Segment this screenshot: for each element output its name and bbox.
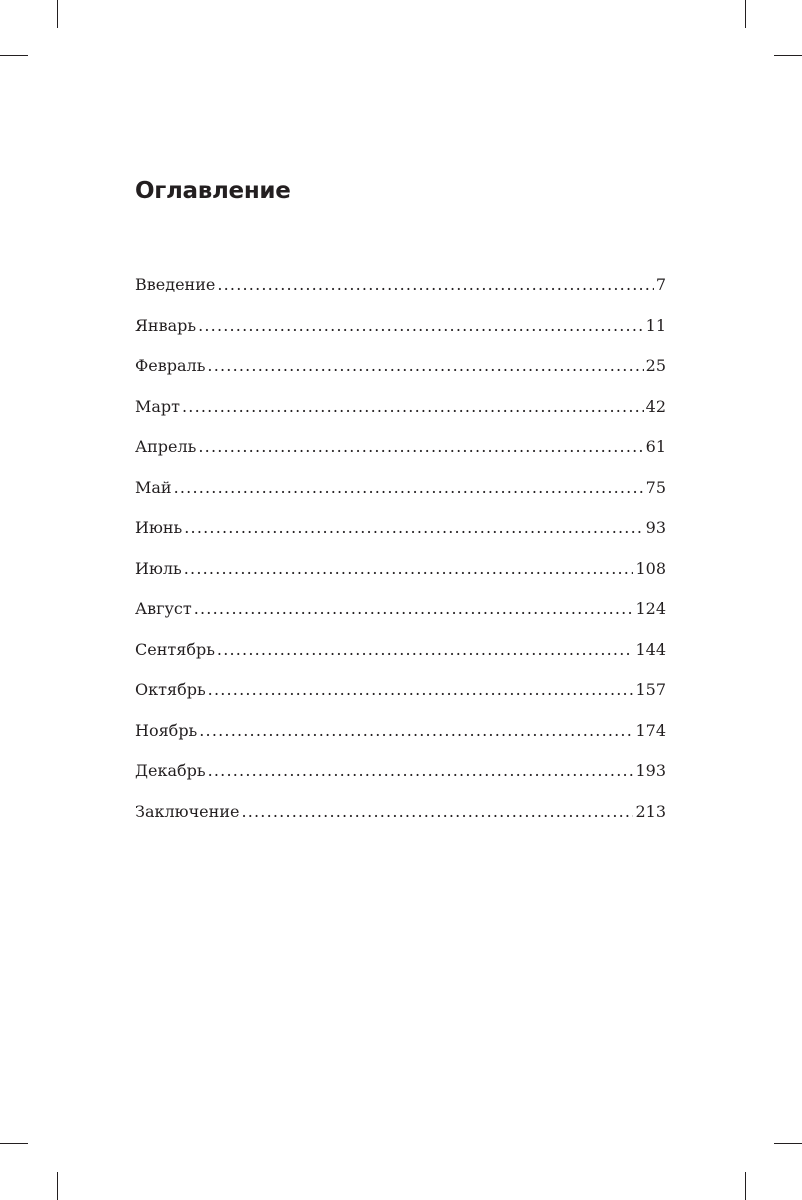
toc-entry-page: 157 — [635, 680, 666, 699]
dot-leader — [207, 346, 643, 387]
toc-entry-label: Заключение — [135, 801, 240, 821]
toc-entry-page: 25 — [645, 356, 666, 375]
toc-entry-label: Март — [135, 396, 181, 416]
dot-leader — [194, 589, 634, 630]
crop-mark-bottom-right-vertical — [745, 1172, 746, 1200]
dot-leader — [198, 427, 643, 468]
crop-mark-top-left-horizontal — [0, 55, 28, 56]
crop-mark-bottom-left-vertical — [57, 1172, 58, 1200]
toc-entry — [135, 306, 666, 347]
toc-entry-label: Декабрь — [135, 761, 206, 780]
toc-entry-label: Апрель — [135, 437, 197, 456]
dot-leader — [217, 630, 634, 671]
toc-entry-label: Июль — [135, 558, 182, 578]
toc-entry-page: 144 — [635, 639, 666, 659]
toc-entry-page: 193 — [635, 761, 666, 780]
toc-entry — [135, 630, 666, 671]
toc-entry — [135, 346, 666, 387]
toc-entry — [135, 265, 666, 306]
toc-entry-page: 124 — [635, 599, 666, 618]
toc-entry — [135, 468, 666, 509]
dot-leader — [199, 711, 633, 752]
crop-mark-bottom-left-horizontal — [0, 1143, 28, 1144]
toc-entry — [135, 427, 666, 468]
toc-entry-page: 75 — [645, 477, 666, 497]
dot-leader — [217, 265, 653, 306]
page-title: Оглавление — [135, 178, 291, 204]
toc-entry-label: Октябрь — [135, 680, 206, 699]
toc-entry-label: Август — [135, 599, 192, 618]
toc-entry-label: Июнь — [135, 518, 183, 537]
crop-mark-bottom-right-horizontal — [774, 1143, 802, 1144]
toc-entry-page: 61 — [645, 437, 666, 456]
toc-entry — [135, 751, 666, 792]
crop-mark-top-right-horizontal — [774, 55, 802, 56]
toc-entry — [135, 387, 666, 428]
dot-leader — [182, 387, 644, 428]
dot-leader — [208, 670, 634, 711]
table-of-contents — [135, 265, 666, 832]
toc-entry — [135, 711, 666, 752]
crop-mark-top-right-vertical — [745, 0, 746, 28]
dot-leader — [174, 468, 644, 509]
toc-entry-label: Ноябрь — [135, 720, 198, 740]
toc-entry — [135, 792, 666, 833]
crop-mark-top-left-vertical — [57, 0, 58, 28]
toc-entry-label: Введение — [135, 275, 216, 294]
toc-entry — [135, 670, 666, 711]
toc-entry-page: 174 — [635, 720, 666, 740]
toc-entry-page: 11 — [645, 315, 666, 335]
toc-entry-label: Сентябрь — [135, 639, 215, 659]
dot-leader — [184, 549, 634, 590]
toc-entry-page: 7 — [655, 275, 666, 294]
toc-entry-page: 213 — [635, 801, 666, 821]
toc-entry — [135, 589, 666, 630]
dot-leader — [208, 751, 634, 792]
dot-leader — [241, 792, 633, 833]
dot-leader — [198, 306, 644, 347]
toc-entry — [135, 549, 666, 590]
toc-entry-label: Февраль — [135, 356, 206, 375]
toc-entry-page: 108 — [635, 558, 666, 578]
toc-entry — [135, 508, 666, 549]
toc-entry-page: 93 — [645, 518, 666, 537]
toc-entry-page: 42 — [645, 396, 666, 416]
toc-entry-label: Январь — [135, 315, 197, 335]
dot-leader — [184, 508, 643, 549]
toc-entry-label: Май — [135, 477, 172, 497]
